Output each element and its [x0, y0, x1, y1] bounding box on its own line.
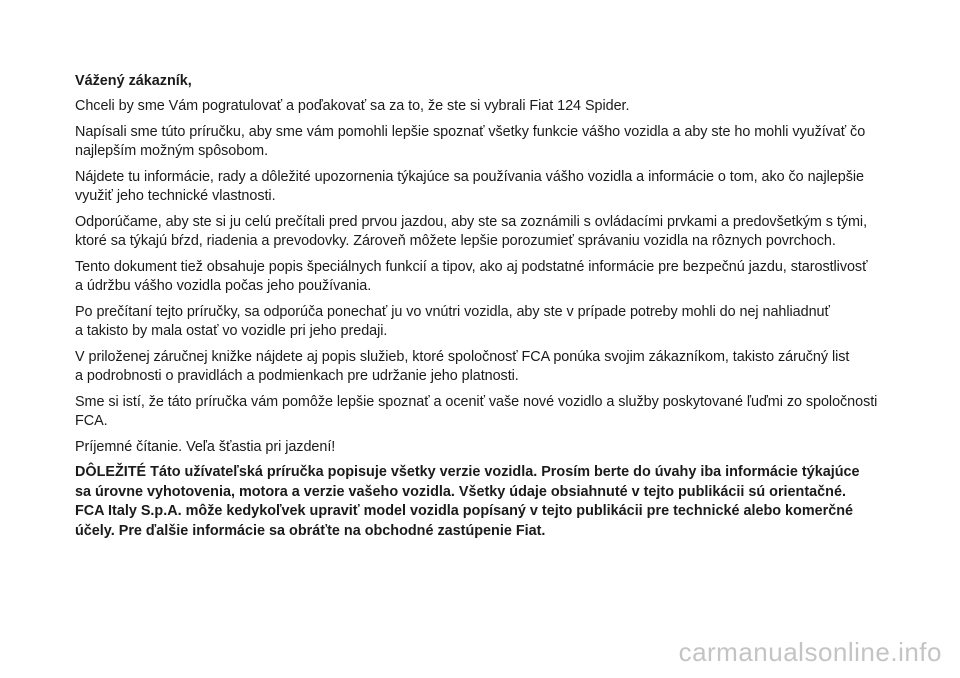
greeting: Vážený zákazník,: [75, 73, 192, 89]
paragraph-keep-in-vehicle: [75, 303, 875, 342]
paragraph-warranty: [75, 348, 875, 387]
paragraph-line: Po prečítaní tejto príručky, sa odporúča ponechať ju vo vnútri vozidla, aby ste v prípade potreby mohli do nej nahliadnuť: [75, 303, 830, 320]
paragraph-line: Tento dokument tiež obsahuje popis špeciálnych funkcií a tipov, ako aj podstatné informácie pre bezpečnú jazdu, starostlivosť: [75, 258, 868, 275]
paragraph-line: Napísali sme túto príručku, aby sme vám pomohli lepšie spoznať všetky funkcie vášho vozidla a aby ste ho mohli využívať čo: [75, 123, 866, 140]
notice-line: sa úrovne vyhotovenia, motora a verzie vašeho vozidla. Všetky údaje obsiahnuté v tejto publikácii sú orientačné.: [75, 483, 846, 500]
important-notice: [75, 463, 875, 541]
paragraph-line: ktoré sa týkajú bŕzd, riadenia a prevodovky. Zároveň môžete lepšie porozumieť správaniu vozidla na rôznych povrchoch.: [75, 233, 836, 249]
paragraph-line: FCA.: [75, 413, 108, 429]
document-page: [75, 72, 878, 541]
notice-line: DÔLEŽITÉ Táto užívateľská príručka popisuje všetky verzie vozidla. Prosím berte do úvahy iba informácie týkajúce: [75, 464, 860, 480]
paragraph-line: najlepším možným spôsobom.: [75, 143, 269, 159]
paragraph-recommendation: [75, 213, 875, 252]
watermark: carmanualsonline.info: [678, 637, 942, 667]
paragraph-line: Sme si istí, že táto príručka vám pomôže lepšie spoznať a oceniť vaše nové vozidlo a služby poskytované ľuďmi zo spoločnosti: [75, 393, 878, 410]
paragraph-contents: [75, 168, 875, 207]
paragraph-congratulations: [75, 97, 875, 117]
notice-line: FCA Italy S.p.A. môže kedykoľvek upraviť model vozidla popísaný v tejto publikácii pre technické alebo komerčné: [75, 503, 854, 519]
paragraph-closing: [75, 438, 875, 458]
paragraph-line: Nájdete tu informácie, rady a dôležité upozornenia týkajúce sa používania vášho vozidla a informácie o tom, ako čo najlepšie: [75, 168, 864, 185]
paragraph-line: a údržbu vášho vozidla počas jeho používania.: [75, 278, 372, 294]
paragraph-line: a takisto by mala ostať vo vozidle pri jeho predaji.: [75, 323, 388, 339]
paragraph-line: V priloženej záručnej knižke nájdete aj popis služieb, ktoré spoločnosť FCA ponúka svojim zákazníkom, takisto záručný list: [75, 348, 850, 365]
paragraph-line: a podrobnosti o pravidlách a podmienkach pre udržanie jeho platnosti.: [75, 368, 519, 384]
paragraph-line: Príjemné čítanie. Veľa šťastia pri jazdení!: [75, 438, 336, 455]
paragraph-special-functions: [75, 258, 875, 297]
paragraph-purpose: [75, 123, 875, 162]
paragraph-line: Chceli by sme Vám pogratulovať a poďakovať sa za to, že ste si vybrali Fiat 124 Spider.: [75, 98, 630, 114]
paragraph-line: Odporúčame, aby ste si ju celú prečítali pred prvou jazdou, aby ste sa zoznámili s ovládacími prvkami a predovšetkým s tými,: [75, 213, 868, 230]
notice-line: účely. Pre ďalšie informácie sa obráťte na obchodné zastúpenie Fiat.: [75, 522, 546, 539]
paragraph-confidence: [75, 393, 878, 432]
paragraph-line: využiť jeho technické vlastnosti.: [75, 188, 276, 204]
